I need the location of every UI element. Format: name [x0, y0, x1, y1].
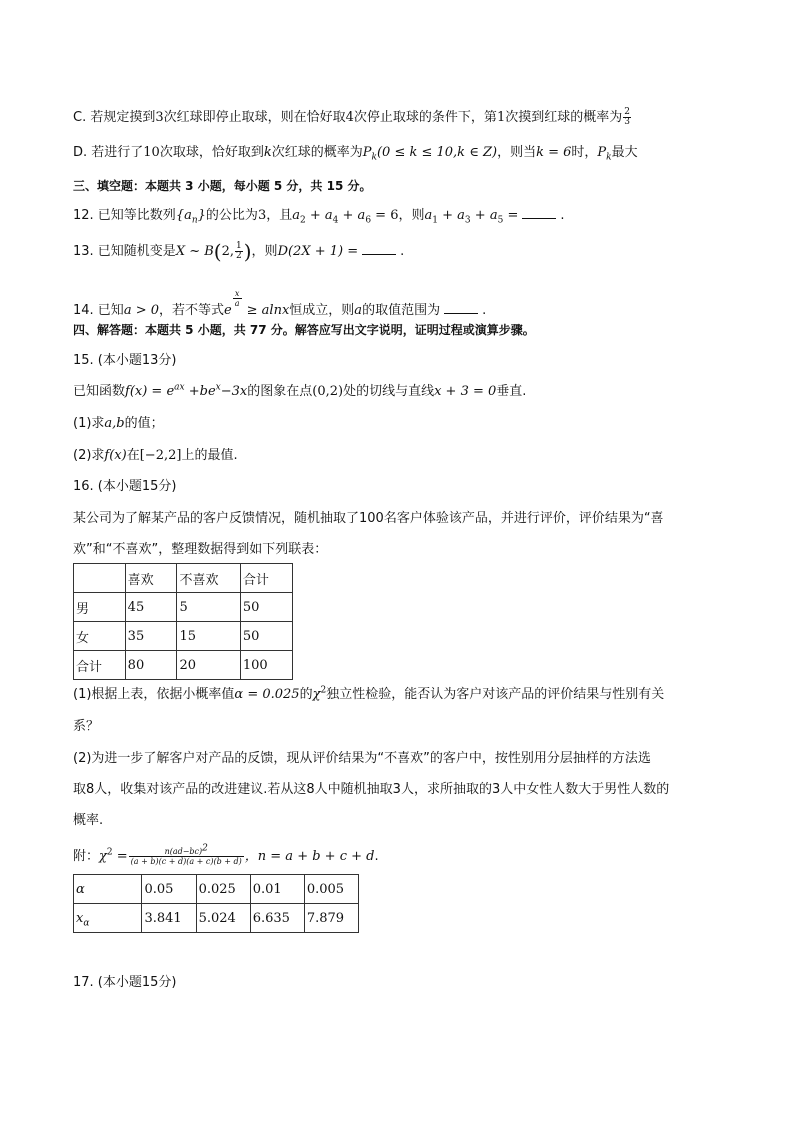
question-15-heading: 15. (本小题13分) [73, 353, 177, 368]
text: 的图象在点 [247, 384, 313, 399]
answer-blank[interactable] [362, 242, 396, 255]
text: 的公比为 [205, 208, 258, 223]
math: χ [312, 687, 321, 702]
fraction-denominator: (a + b)(c + d)(a + c)(b + d) [130, 857, 242, 866]
text: 独立性检验，能否认为客户对该产品的评价结果与性别有关 [326, 687, 665, 702]
text: ，若不等式 [159, 303, 225, 318]
math: f(x) [104, 448, 127, 463]
math: a [424, 208, 433, 223]
text: D. 若进行了 [73, 145, 144, 160]
table-cell: 合计 [240, 564, 292, 593]
option-d [73, 144, 638, 162]
math: + a [438, 208, 465, 223]
table-cell: 0.01 [250, 875, 304, 904]
math: k = 6 [536, 145, 572, 160]
math: [−2,2] [139, 448, 182, 463]
question-16-part-2-line-1: (2)为进一步了解客户对产品的反馈，现从评价结果为“不喜欢”的客户中，按性别用分层抽样的方法选 [73, 751, 651, 766]
math: x + 3 = 0 [434, 384, 497, 399]
question-17-heading: 17. (本小题15分) [73, 975, 177, 990]
table-row [74, 875, 359, 904]
table-cell: 5 [177, 593, 240, 622]
text: 12. 已知等比数列 [73, 208, 176, 223]
question-15-part-2 [73, 447, 238, 465]
table-cell: 0.025 [196, 875, 250, 904]
table-cell: 0.005 [304, 875, 358, 904]
text: 上的最值. [181, 448, 238, 463]
math: {a [175, 208, 192, 223]
exponent-fraction [233, 289, 242, 308]
math: a > 0 [123, 303, 159, 318]
math: (0 ≤ k ≤ 10,k ∈ Z) [376, 145, 498, 160]
math: D(2X + 1) = [277, 244, 359, 259]
fraction [235, 242, 243, 261]
table-cell: 女 [74, 622, 126, 651]
math-subscript: 1 [432, 215, 438, 226]
fraction-numerator: x [233, 289, 242, 299]
text: 次红球即停止取球，则在恰好取 [163, 110, 346, 125]
math-subscript: 5 [497, 215, 504, 226]
table-row [74, 651, 293, 680]
math: a,b [104, 416, 125, 431]
fraction [623, 108, 631, 127]
number: 4 [345, 110, 354, 125]
text: 垂直. [496, 384, 527, 399]
text: . [560, 208, 565, 223]
math: f(x) = e [125, 384, 175, 399]
answer-blank[interactable] [444, 301, 478, 314]
math-subscript: α [83, 918, 90, 929]
table-cell [74, 904, 142, 933]
fraction-denominator: 3 [624, 117, 630, 127]
number: 10 [143, 145, 160, 160]
text: 时， [571, 145, 598, 160]
math-subscript: 4 [332, 215, 339, 226]
table-cell: 男 [74, 593, 126, 622]
table-cell: 7.879 [304, 904, 358, 933]
question-16-heading: 16. (本小题15分) [73, 479, 177, 494]
question-16-part-1-cont: 系？ [73, 719, 100, 734]
text: 次取球，恰好取到 [159, 145, 264, 160]
table-cell: α [74, 875, 142, 904]
table-row [74, 904, 359, 933]
table-cell: 35 [125, 622, 177, 651]
text: 已知函数 [73, 384, 126, 399]
math-subscript: k [606, 152, 612, 163]
math-subscript: 3 [464, 215, 471, 226]
question-16-stem-line-1: 某公司为了解某产品的客户反馈情况，随机抽取了100名客户体验该产品，并进行评价，评价结果为“喜 [73, 511, 664, 526]
table-row [74, 564, 293, 593]
section-heading: 三、填空题：本题共 3 小题，每小题 5 分，共 15 分。 [73, 179, 372, 193]
table-cell: 3.841 [142, 904, 196, 933]
text: 附： [73, 849, 100, 864]
question-16-part-1 [73, 686, 664, 704]
text: 次摸到红球的概率为 [505, 110, 623, 125]
math-subscript: 2 [300, 215, 306, 226]
table-row [74, 593, 293, 622]
paren: ) [243, 239, 252, 264]
text: (1)根据上表，依据小概率值 [73, 687, 235, 702]
math: e [224, 303, 232, 318]
text: 的 [299, 687, 313, 702]
question-16-part-2-line-3: 概率. [73, 813, 104, 828]
text: ，且 [266, 208, 293, 223]
table-cell: 喜欢 [125, 564, 177, 593]
text: ，则 [251, 244, 278, 259]
option-c [73, 108, 632, 127]
text: ，则 [398, 208, 425, 223]
text: . [400, 244, 405, 259]
fraction-numerator: 1 [236, 241, 242, 251]
chi-square-fraction [129, 843, 244, 866]
question-16-stem-line-2: 欢”和“不喜欢”，整理数据得到如下列联表： [73, 542, 328, 557]
table-cell: 80 [125, 651, 177, 680]
question-13 [73, 239, 405, 264]
table-cell: 15 [177, 622, 240, 651]
text: ，则当 [497, 145, 537, 160]
text: 13. 已知随机变是 [73, 244, 176, 259]
question-15-part-1 [73, 415, 164, 433]
math-superscript: 2 [106, 847, 113, 858]
fraction-numerator: 2 [624, 107, 630, 117]
text: C. 若规定摸到 [73, 110, 156, 125]
question-12 [73, 206, 564, 225]
math: k [263, 145, 272, 160]
text: . [374, 849, 379, 864]
text: 的取值范围为 [362, 303, 441, 318]
table-cell: 50 [240, 622, 292, 651]
math-superscript: ax [174, 382, 185, 393]
math: (0,2) [312, 384, 344, 399]
math: ≥ alnx [242, 303, 290, 318]
text: (1)求 [73, 416, 105, 431]
math: −3x [220, 384, 248, 399]
number: 3 [257, 208, 267, 223]
section-heading: 四、解答题：本题共 5 小题，共 77 分。解答应写出文字说明，证明过程或演算步骤。 [73, 323, 535, 337]
table-cell: 45 [125, 593, 177, 622]
math: χ [99, 849, 107, 864]
table-cell: 0.05 [142, 875, 196, 904]
math: = 6 [371, 208, 399, 223]
math-superscript: 2 [320, 685, 327, 696]
text: 14. 已知 [73, 303, 124, 318]
text: 处的切线与直线 [343, 384, 435, 399]
table-cell: 不喜欢 [177, 564, 240, 593]
math: + a [305, 208, 333, 223]
text: 次红球的概率为 [271, 145, 363, 160]
math: P [362, 145, 372, 160]
question-15-stem [73, 383, 526, 401]
table-cell: 20 [177, 651, 240, 680]
math: } [197, 208, 206, 223]
number: 1 [496, 110, 506, 125]
math-superscript: x [215, 382, 221, 393]
paren: ( [213, 239, 222, 264]
math: ，n = a + b + c + d [244, 849, 375, 864]
text: (2)求 [73, 448, 105, 463]
table-cell: 合计 [74, 651, 126, 680]
fraction-denominator: 2 [236, 251, 242, 261]
math-subscript: n [191, 215, 198, 226]
math: X ~ B [175, 244, 214, 259]
math: = [112, 849, 128, 864]
math: a [354, 303, 363, 318]
text: 恒成立，则 [289, 303, 355, 318]
math: P [597, 145, 607, 160]
table-cell: 5.024 [196, 904, 250, 933]
appendix-formula [73, 843, 379, 866]
fraction-numerator: n(ad−bc) [164, 847, 203, 856]
math: x [76, 910, 84, 926]
math: 2, [221, 244, 234, 259]
math: = [503, 208, 519, 223]
math: +be [184, 384, 216, 399]
fraction-denominator: a [234, 299, 240, 308]
text: 次停止取球的条件下，第 [353, 110, 497, 125]
table-cell: 50 [240, 593, 292, 622]
table-cell [74, 564, 126, 593]
critical-value-table [73, 874, 359, 933]
answer-blank[interactable] [522, 206, 556, 219]
table-row [74, 622, 293, 651]
math-superscript: 2 [202, 843, 208, 854]
text: 最大 [611, 145, 638, 160]
math: + a [470, 208, 498, 223]
question-16-part-2-line-2: 取8人，收集对该产品的改进建议.若从这8人中随机抽取3人，求所抽取的3人中女性人数大于男性人数的 [73, 782, 670, 797]
text: 的值； [124, 416, 164, 431]
text: . [482, 303, 487, 318]
table-cell: 100 [240, 651, 292, 680]
math-subscript: k [371, 152, 377, 163]
number: 3 [155, 110, 164, 125]
text: 在 [126, 448, 140, 463]
table-cell: 6.635 [250, 904, 304, 933]
math: a [292, 208, 300, 223]
math-subscript: 6 [365, 215, 372, 226]
question-14 [73, 289, 486, 320]
contingency-table [73, 563, 293, 680]
math: + a [338, 208, 366, 223]
math: α = 0.025 [234, 687, 300, 702]
